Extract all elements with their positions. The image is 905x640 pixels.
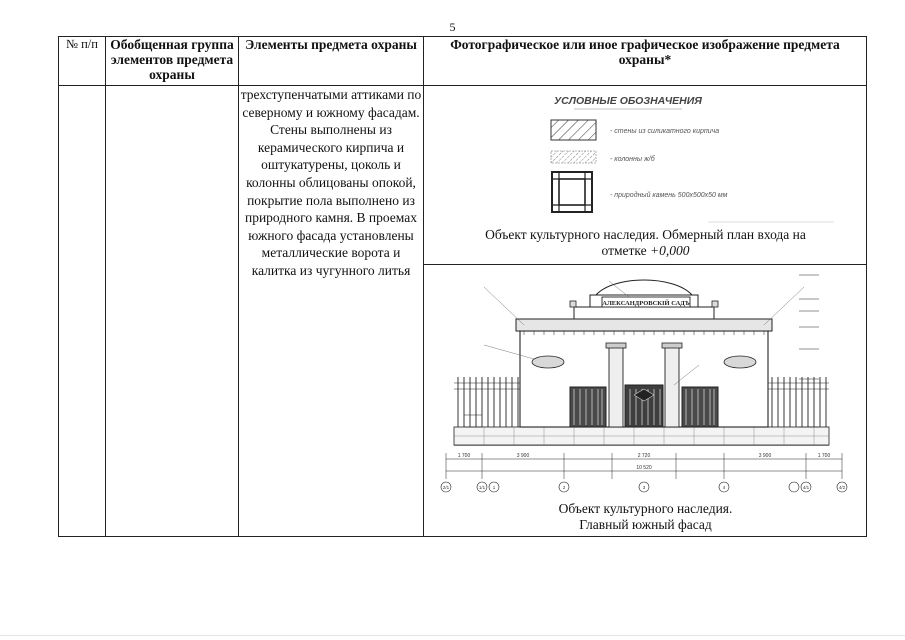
axis-label: 2	[562, 485, 566, 490]
legend-figure	[424, 86, 867, 226]
dim-label: 3 900	[758, 453, 772, 459]
cell-num	[59, 86, 106, 537]
plan-caption-line2	[424, 243, 867, 259]
dim-total: 10 520	[636, 465, 652, 471]
facade-caption-line2: Главный южный фасад	[579, 517, 712, 532]
cell-elements-text: трехступенчатыми аттиками по северному и южному фасадам. Стены выполнены из керамического кирпича и оштукатурены, цоколь и колонны облицованы опокой, покрытие пола выполнено из природного камня. В проемах южного фасада установлены металлические ворота и калитка из чугунного литья	[239, 86, 424, 537]
legend-item-stone: - природный камень 500х500х50 мм	[610, 192, 728, 199]
plan-caption-line1: Объект культурного наследия. Обмерный план входа на	[485, 227, 806, 242]
dim-label: 2 720	[637, 453, 651, 459]
scan-bottom-edge	[0, 635, 905, 636]
plan-caption-elevation: +0,000	[650, 243, 690, 258]
cell-plan-image	[424, 86, 867, 265]
facade-caption	[424, 501, 867, 533]
table-row	[59, 86, 867, 265]
plan-caption-prefix: отметке	[601, 243, 650, 258]
legend-item-brick: - стены из силикатного кирпича	[610, 128, 720, 135]
plan-caption	[424, 227, 867, 259]
header-num: № п/п	[59, 37, 106, 86]
header-group: Обобщенная группа элементов предмета охраны	[106, 37, 239, 86]
axis-label: 3	[642, 485, 646, 490]
legend-swatch-stone	[552, 172, 592, 212]
header-elements: Элементы предмета охраны	[239, 37, 424, 86]
cell-facade-image	[424, 265, 867, 537]
legend-item-columns: - колонны ж/б	[610, 156, 655, 163]
axis-label: 4/1	[802, 485, 810, 490]
axis-label: 4	[722, 485, 726, 490]
legend-swatch-columns	[551, 151, 596, 163]
legend-block	[424, 86, 866, 260]
axis-label: 1/1	[478, 485, 486, 490]
legend-title: УСЛОВНЫЕ ОБОЗНАЧЕНИЯ	[554, 95, 702, 107]
facade-drawing	[424, 267, 867, 499]
facade-sign: АЛЕКСАНДРОВСКIЙ САДЪ	[602, 300, 690, 307]
legend-swatch-brick	[551, 120, 596, 140]
facade-caption-line1: Объект культурного наследия.	[558, 501, 733, 516]
cell-group	[106, 86, 239, 537]
axis-label: 1	[492, 485, 496, 490]
table-header-row	[59, 37, 867, 86]
protection-subject-table	[58, 36, 867, 537]
axis-label: 2/1	[442, 485, 450, 490]
axis-label: 4/2	[838, 485, 846, 490]
dim-label: 1 700	[457, 453, 471, 459]
dim-label: 3 900	[516, 453, 530, 459]
page-number: 5	[449, 20, 456, 34]
dim-label: 1 700	[817, 453, 831, 459]
header-image: Фотографическое или иное графическое изображение предмета охраны*	[424, 37, 867, 86]
